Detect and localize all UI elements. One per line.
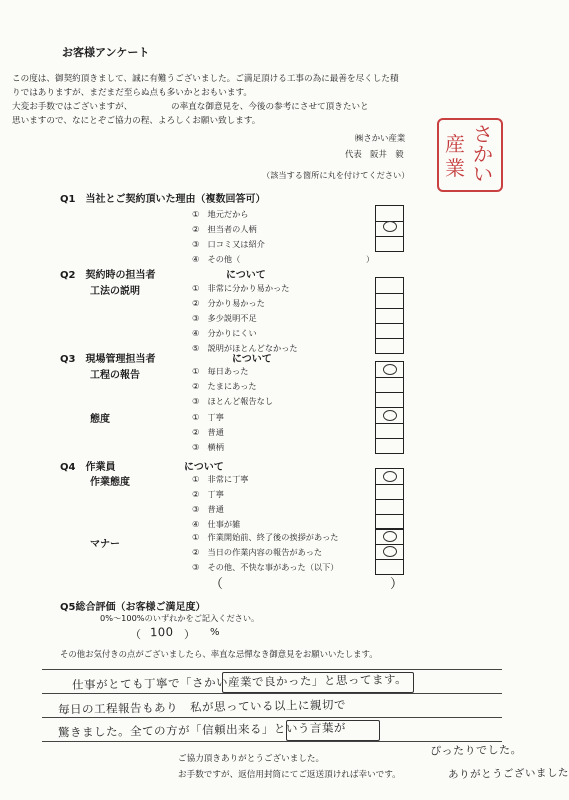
q4-title: Q4 作業員	[60, 462, 116, 473]
survey-title: お客様アンケート	[62, 46, 150, 59]
handwritten-comment-extra-1: ぴったりでした。	[429, 743, 523, 758]
q2-title: Q2 契約時の担当者	[60, 270, 156, 281]
q4-attitude-option-1: ① 非常に丁寧	[192, 474, 249, 484]
representative-name: 代表 阪井 毅	[345, 149, 404, 159]
handwritten-comment-line-3: 驚きました。全ての方が「信頼出来る」という言葉が	[57, 720, 347, 740]
company-name: ㈱さかい産業	[355, 133, 406, 143]
answer-circle-mark	[383, 546, 397, 557]
q4-subtitle-manners: マナー	[90, 539, 120, 550]
q5-title: Q5総合評価（お客様ご満足度）	[60, 602, 206, 613]
answer-circle-mark	[383, 364, 397, 375]
comment-line	[42, 669, 502, 670]
q3-progress-option-3: ③ ほとんど報告なし	[192, 396, 274, 406]
q5-close-paren: ）	[184, 628, 195, 641]
intro-line-4: 思いますので、なにとぞご協力の程、よろしくお願い致します。	[12, 116, 261, 126]
instruction-text: （該当する箇所に丸を付けてください）	[262, 170, 410, 180]
q1-option-4: ④ その他（	[192, 254, 241, 264]
q3-attitude-option-3: ③ 横柄	[192, 442, 224, 452]
answer-circle-mark	[383, 531, 397, 542]
q5-score-value[interactable]: 100	[149, 624, 174, 640]
q1-option-3: ③ 口コミ又は紹介	[192, 239, 265, 249]
q4-other-close-paren: ）	[390, 577, 404, 592]
comment-line	[42, 693, 502, 694]
q4-attitude-option-4: ④ 仕事が雑	[192, 519, 241, 529]
q3-title: Q3 現場管理担当者	[60, 354, 156, 365]
q4-manners-option-3: ③ その他、不快な事があった（以下）	[192, 562, 339, 572]
handwritten-comment-line-1: 仕事がとても丁寧で「さかい産業で良かった」と思ってます。	[71, 672, 408, 692]
q2-option-3: ③ 多少説明不足	[192, 313, 257, 323]
q5-percent-unit: %	[210, 627, 220, 638]
intro-line-3: 大変お手数ではございますが、 の率直な御意見を、今後の参考にさせて頂きたいと	[12, 102, 369, 112]
q3-progress-option-1: ① 毎日あった	[192, 366, 249, 376]
q3-attitude-option-1: ① 丁寧	[192, 412, 224, 422]
handwritten-comment-extra-2: ありがとうございました	[447, 766, 569, 782]
q5-open-paren: （	[130, 628, 141, 641]
q4-attitude-option-3: ③ 普通	[192, 504, 224, 514]
q1-option-1: ① 地元だから	[192, 209, 249, 219]
q5-range-text: 0%～100%のいずれかをご記入ください。	[100, 613, 260, 623]
intro-line-2: りではありますが、まだまだ至らぬ点も多いかとおもいます。	[12, 88, 252, 98]
answer-circle-mark	[383, 471, 397, 482]
q4-attitude-option-2: ② 丁寧	[192, 489, 224, 499]
q2-subtitle: 工法の説明	[90, 286, 140, 297]
q4-about: について	[184, 462, 224, 473]
q2-answer-box[interactable]	[375, 277, 404, 354]
q4-subtitle-attitude: 作業態度	[90, 477, 130, 488]
q4-manners-option-1: ① 作業開始前、終了後の挨拶があった	[192, 532, 339, 542]
q1-option-2: ② 担当者の人柄	[192, 224, 257, 234]
q3-subtitle-attitude: 態度	[90, 414, 110, 425]
closing-thanks: ご協力頂きありがとうございました。	[178, 754, 325, 764]
q3-attitude-option-2: ② 普通	[192, 427, 224, 437]
q2-about: について	[226, 270, 266, 281]
q2-option-1: ① 非常に分かり易かった	[192, 283, 290, 293]
answer-circle-mark	[383, 410, 397, 421]
handwritten-comment-line-2: 毎日の工程報告もあり 私が思っている以上に親切で	[57, 697, 347, 717]
q2-option-4: ④ 分かりにくい	[192, 328, 257, 338]
q1-close-paren: ）	[366, 254, 375, 264]
company-seal-stamp: さ か い 産 業	[437, 118, 503, 192]
comment-line	[42, 717, 502, 718]
q3-about: について	[232, 354, 272, 365]
q2-option-2: ② 分かり易かった	[192, 298, 265, 308]
q2-option-5: ⑤ 説明がほとんどなかった	[192, 343, 298, 353]
q4-other-open-paren: （	[210, 577, 224, 592]
handwritten-box-mark	[286, 720, 380, 741]
q4-manners-option-2: ② 当日の作業内容の報告があった	[192, 547, 323, 557]
q1-title: Q1 当社とご契約頂いた理由（複数回答可）	[60, 194, 266, 205]
q3-subtitle-progress: 工程の報告	[90, 370, 140, 381]
free-comment-prompt: その他お気付きの点がございましたら、率直な忌憚なき御意見をお願いいたします。	[60, 649, 378, 659]
handwritten-box-mark	[222, 672, 414, 693]
answer-circle-mark	[383, 221, 397, 232]
closing-return-note: お手数ですが、返信用封筒にてご返送頂ければ幸いです。	[178, 770, 401, 780]
q3-progress-option-2: ② たまにあった	[192, 381, 257, 391]
intro-line-1: この度は、御契約頂きまして、誠に有難うございました。ご満足頂ける工事の為に最善を尽くした積	[12, 74, 399, 84]
